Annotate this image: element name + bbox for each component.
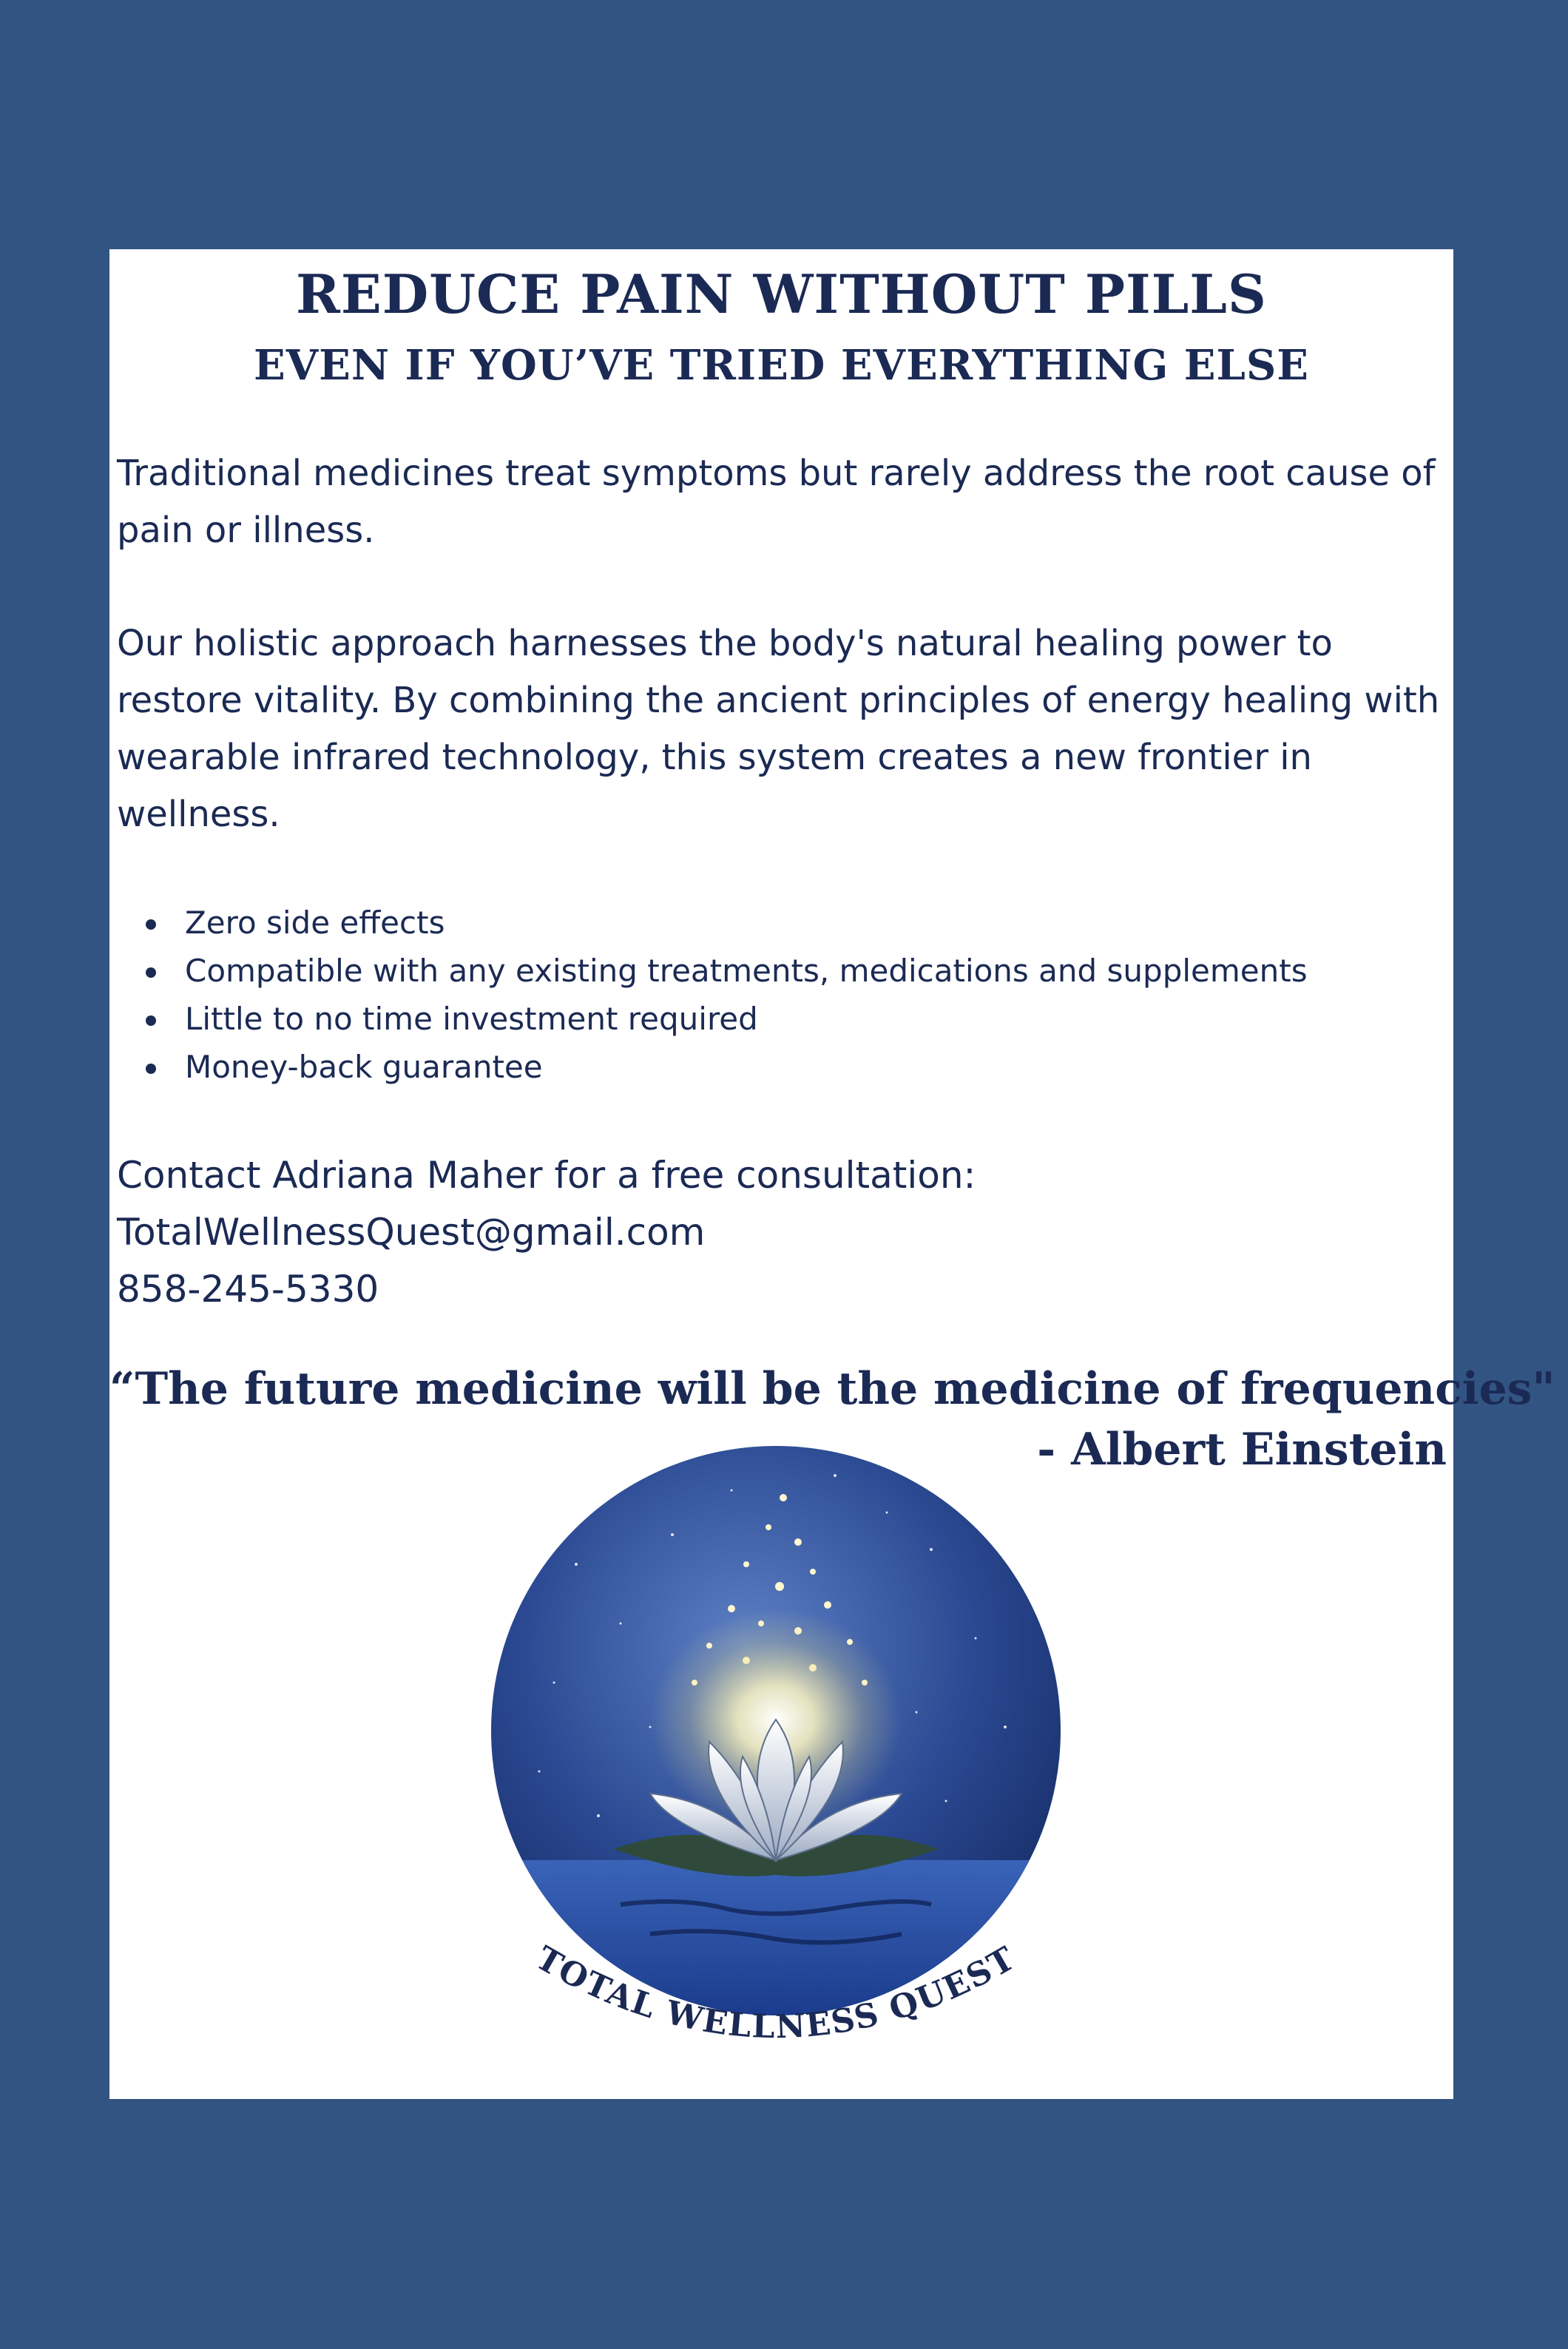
logo-circle	[487, 1446, 1064, 2023]
bullet-icon	[146, 919, 156, 930]
contact-phone[interactable]: 858-245-5330	[117, 1268, 379, 1311]
list-item	[185, 899, 1501, 947]
contact-block	[117, 1147, 976, 1318]
quote-text: “The future medicine will be the medicine of frequencies"	[109, 1363, 1555, 1415]
benefit-text: Little to no time investment required	[185, 1001, 758, 1037]
quote-author: - Albert Einstein	[1037, 1424, 1447, 1476]
logo-text: TOTAL WELLNESS QUEST	[529, 1939, 1023, 2046]
list-item	[185, 947, 1501, 995]
bullet-icon	[146, 1015, 156, 1026]
benefit-text: Zero side effects	[185, 905, 445, 941]
approach-paragraph: Our holistic approach harnesses the body's natural healing power to restore vitality. By combining the ancient principles of energy healing with wearable infrared technology, this system creates a new frontier in wellness.	[117, 623, 1440, 835]
list-item	[185, 995, 1501, 1043]
flyer-card	[109, 249, 1555, 2099]
intro-paragraph: Traditional medicines treat symptoms but rarely address the root cause of pain or illness.	[117, 453, 1436, 551]
contact-email[interactable]: TotalWellnessQuest@gmail.com	[117, 1211, 706, 1254]
headline: REDUCE PAIN WITHOUT PILLS	[296, 263, 1267, 325]
benefit-text: Money-back guarantee	[185, 1049, 543, 1085]
contact-line: Contact Adriana Maher for a free consultation:	[117, 1154, 976, 1197]
bullet-icon	[146, 1064, 156, 1074]
bullet-icon	[146, 967, 156, 978]
benefits-list	[117, 899, 1501, 1091]
subheadline: EVEN IF YOU’VE TRIED EVERYTHING ELSE	[254, 341, 1309, 390]
total-wellness-quest-logo	[487, 1446, 1064, 2082]
list-item	[185, 1043, 1501, 1091]
benefit-text: Compatible with any existing treatments, medications and supplements	[185, 953, 1308, 989]
